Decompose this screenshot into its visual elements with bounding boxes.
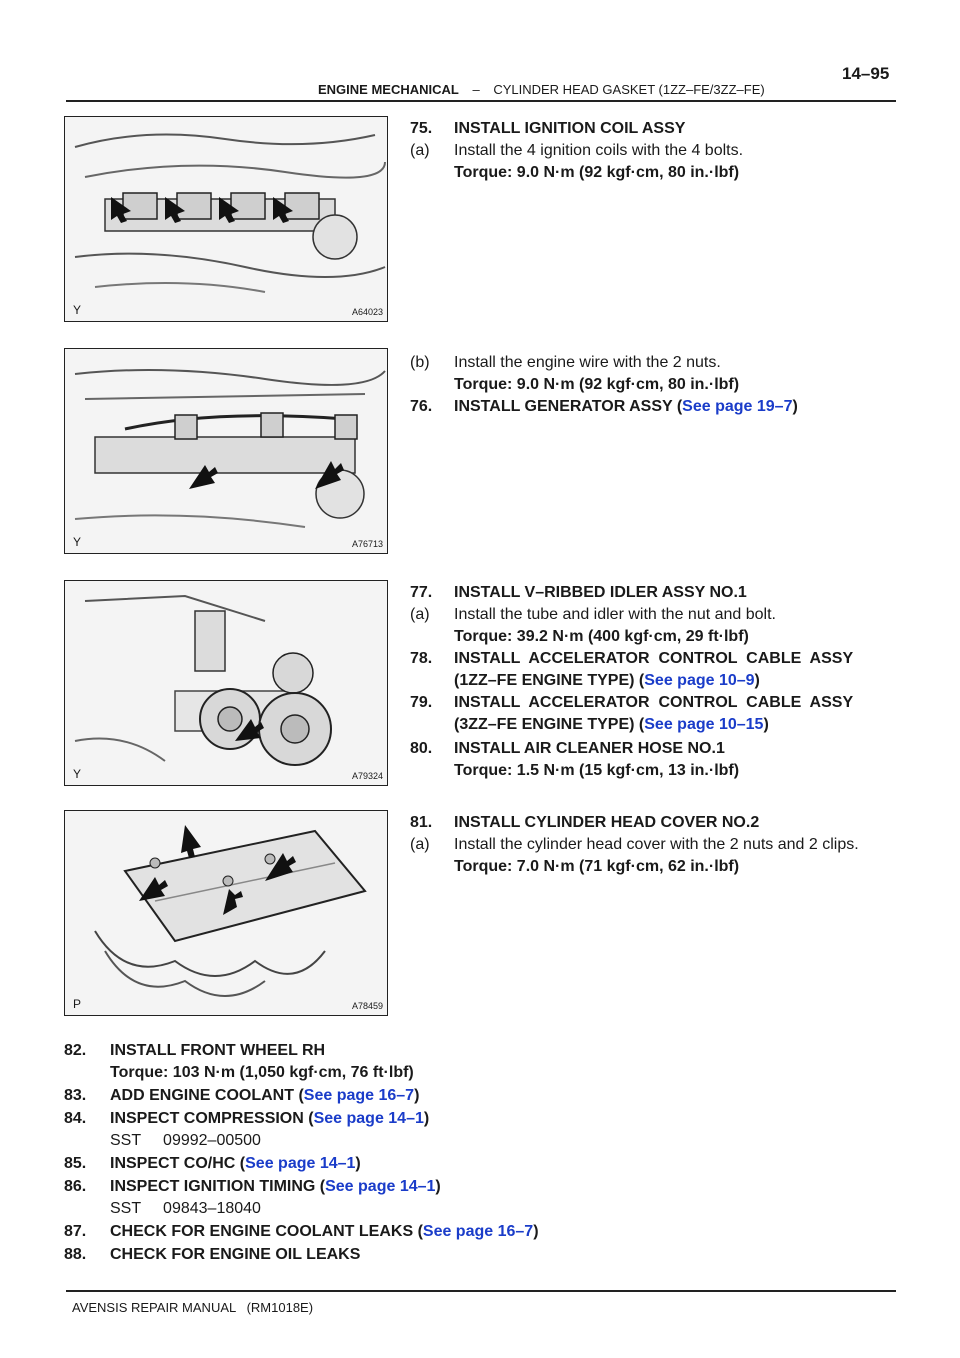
- step-number: 86.: [64, 1178, 87, 1195]
- see-page-link[interactable]: See page 14–1: [325, 1178, 436, 1195]
- substep-label: (a): [410, 142, 430, 159]
- see-page-link[interactable]: See page 16–7: [422, 1223, 534, 1240]
- step-close: ): [792, 398, 798, 415]
- step-text: (1ZZ–FE ENGINE TYPE) (: [454, 672, 645, 689]
- figure-illustration: [65, 349, 389, 555]
- step-number: 88.: [64, 1246, 87, 1263]
- step-number: 76.: [410, 398, 433, 415]
- step-heading: [110, 1085, 419, 1107]
- figure-letter: Y: [73, 535, 82, 549]
- substep-text: Install the cylinder head cover with the 2 nuts and 2 clips.: [454, 836, 859, 853]
- step-text: INSTALL GENERATOR ASSY (: [454, 398, 683, 415]
- footer-rule: [66, 1290, 896, 1292]
- step-heading: [454, 396, 798, 418]
- step-text: INSPECT IGNITION TIMING (: [110, 1178, 326, 1195]
- figure-letter: P: [73, 997, 82, 1011]
- step-text: (3ZZ–FE ENGINE TYPE) (: [454, 716, 645, 733]
- step-number: 85.: [64, 1155, 87, 1172]
- step-number: 84.: [64, 1110, 87, 1127]
- figure-letter: Y: [73, 303, 82, 317]
- step-text: INSPECT COMPRESSION (: [110, 1110, 314, 1127]
- step-heading-cont: [454, 714, 769, 736]
- step-number: 77.: [410, 584, 433, 601]
- step-close: ): [754, 672, 760, 689]
- step-heading: INSTALL CYLINDER HEAD COVER NO.2: [454, 814, 760, 831]
- step-number: 75.: [410, 120, 433, 137]
- figure-engine-wire: [64, 348, 388, 554]
- step-heading: INSTALL V–RIBBED IDLER ASSY NO.1: [454, 584, 747, 601]
- step-number: 80.: [410, 740, 433, 757]
- step-number: 79.: [410, 694, 433, 711]
- torque-spec: Torque: 1.5 N·m (15 kgf·cm, 13 in.·lbf): [454, 762, 740, 779]
- step-heading: [110, 1221, 539, 1243]
- footer-manual: AVENSIS REPAIR MANUAL (RM1018E): [72, 1300, 314, 1315]
- step-heading: INSTALL ACCELERATOR CONTROL CABLE ASSY: [454, 650, 854, 667]
- step-heading: [110, 1176, 441, 1198]
- step-close: ): [414, 1087, 420, 1104]
- step-heading: [110, 1153, 361, 1175]
- see-page-link[interactable]: See page 14–1: [313, 1110, 424, 1127]
- see-page-link[interactable]: See page 19–7: [682, 398, 793, 415]
- step-heading: INSTALL AIR CLEANER HOSE NO.1: [454, 740, 725, 757]
- figure-idler: [64, 580, 388, 786]
- see-page-link[interactable]: See page 10–9: [644, 672, 755, 689]
- step-text: CHECK FOR ENGINE COOLANT LEAKS (: [110, 1223, 423, 1240]
- step-text: ADD ENGINE COOLANT (: [110, 1087, 304, 1104]
- torque-spec: Torque: 39.2 N·m (400 kgf·cm, 29 ft·lbf): [454, 628, 749, 645]
- step-close: ): [423, 1110, 430, 1127]
- page-header: [318, 82, 765, 97]
- step-heading: [110, 1108, 429, 1130]
- substep-label: (a): [410, 606, 430, 623]
- sst-number: SST 09992–00500: [110, 1132, 261, 1149]
- figure-ignition-coils: [64, 116, 388, 322]
- figure-head-cover: [64, 810, 388, 1016]
- substep-label: (b): [410, 354, 430, 371]
- step-close: ): [435, 1178, 441, 1195]
- torque-spec: Torque: 9.0 N·m (92 kgf·cm, 80 in.·lbf): [454, 376, 740, 393]
- substep-text: Install the 4 ignition coils with the 4 bolts.: [454, 142, 744, 159]
- step-number: 78.: [410, 650, 433, 667]
- header-section: ENGINE MECHANICAL: [318, 82, 459, 97]
- step-close: ): [533, 1223, 539, 1240]
- see-page-link[interactable]: See page 10–15: [644, 716, 764, 733]
- step-number: 83.: [64, 1087, 87, 1104]
- step-number: 82.: [64, 1042, 87, 1059]
- substep-text: Install the engine wire with the 2 nuts.: [454, 354, 721, 371]
- substep-label: (a): [410, 836, 430, 853]
- page-number: 14–95: [842, 64, 890, 83]
- step-heading: CHECK FOR ENGINE OIL LEAKS: [110, 1246, 361, 1263]
- figure-code: A76713: [351, 539, 383, 549]
- figure-letter: Y: [73, 767, 82, 781]
- torque-spec: Torque: 9.0 N·m (92 kgf·cm, 80 in.·lbf): [454, 164, 740, 181]
- step-close: ): [355, 1155, 361, 1172]
- step-heading-cont: [454, 670, 760, 692]
- figure-code: A78459: [351, 1001, 383, 1011]
- step-heading: INSTALL ACCELERATOR CONTROL CABLE ASSY: [454, 694, 854, 711]
- torque-spec: Torque: 7.0 N·m (71 kgf·cm, 62 in.·lbf): [454, 858, 740, 875]
- sst-number: SST 09843–18040: [110, 1200, 261, 1217]
- step-number: 81.: [410, 814, 433, 831]
- figure-illustration: [65, 581, 389, 787]
- step-heading: INSTALL FRONT WHEEL RH: [110, 1042, 326, 1059]
- step-text: INSPECT CO/HC (: [110, 1155, 246, 1172]
- header-dash: –: [472, 82, 480, 97]
- torque-spec: Torque: 103 N·m (1,050 kgf·cm, 76 ft·lbf): [110, 1064, 414, 1081]
- step-close: ): [763, 716, 769, 733]
- figure-illustration: [65, 811, 389, 1017]
- see-page-link[interactable]: See page 16–7: [303, 1087, 415, 1104]
- header-rule: [66, 100, 896, 102]
- figure-code: A64023: [351, 307, 383, 317]
- substep-text: Install the tube and idler with the nut and bolt.: [454, 606, 776, 623]
- header-subtitle: CYLINDER HEAD GASKET (1ZZ–FE/3ZZ–FE): [493, 82, 765, 97]
- figure-illustration: [65, 117, 389, 323]
- see-page-link[interactable]: See page 14–1: [245, 1155, 356, 1172]
- figure-code: A79324: [351, 771, 383, 781]
- step-number: 87.: [64, 1223, 87, 1240]
- step-heading: INSTALL IGNITION COIL ASSY: [454, 120, 686, 137]
